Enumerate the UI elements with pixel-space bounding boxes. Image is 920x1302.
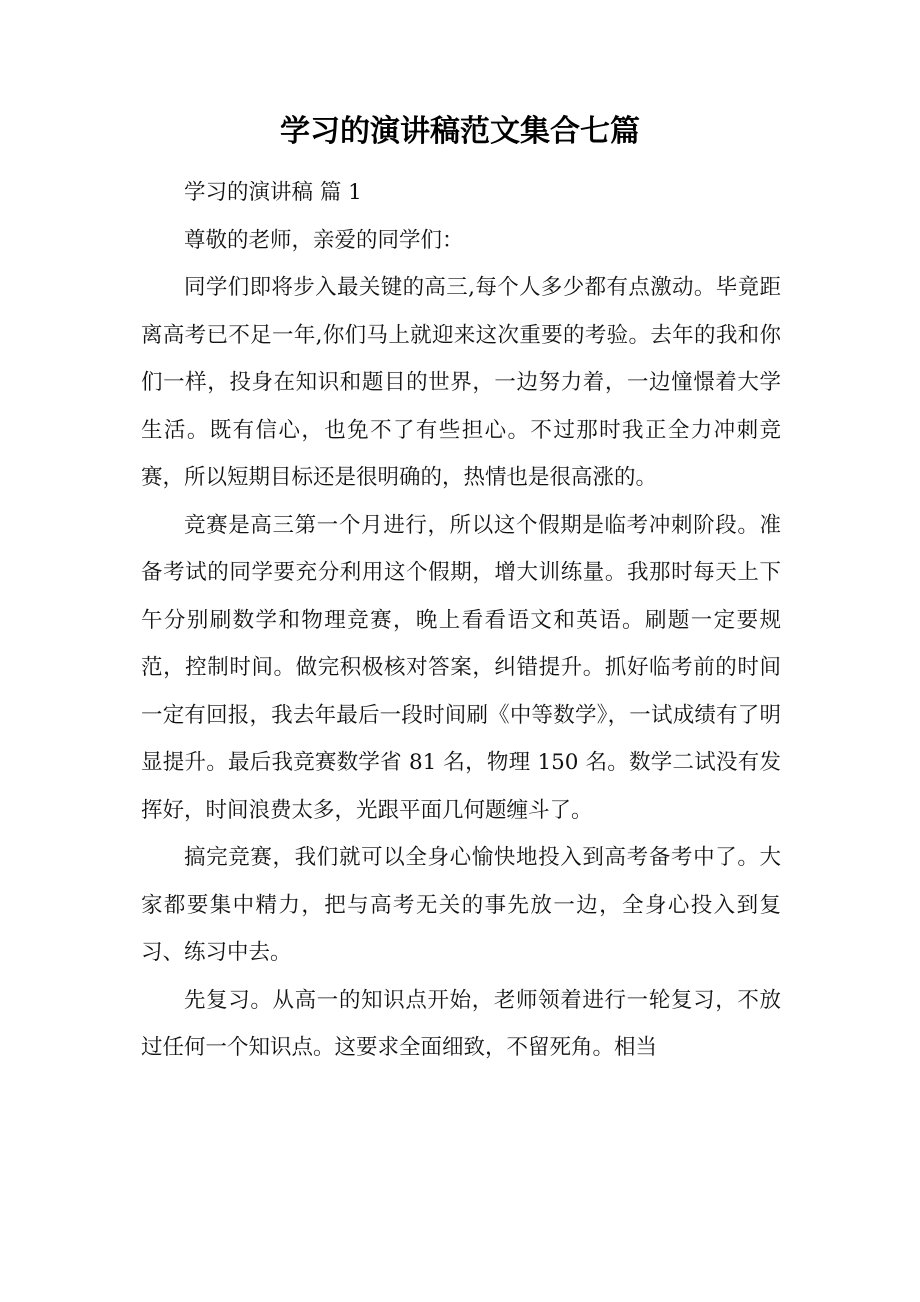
paragraph: 同学们即将步入最关键的高三,每个人多少都有点激动。毕竟距离高考已不足一年,你们马上就迎来这次重要的考验。去年的我和你们一样，投身在知识和题目的世界，一边努力着，一边憧憬着大学生活。既有信心，也免不了有些担心。不过那时我正全力冲刺竞赛，所以短期目标还是很明确的，热情也是很高涨的。 [141,275,781,490]
document-title: 学习的演讲稿范文集合七篇 [280,114,640,149]
section-heading: 学习的演讲稿 篇 1 [184,180,362,205]
paragraph: 先复习。从高一的知识点开始，老师领着进行一轮复习，不放过任何一个知识点。这要求全面细致，不留死角。相当 [141,987,781,1060]
paragraph: 搞完竞赛，我们就可以全身心愉快地投入到高考备考中了。大家都要集中精力，把与高考无关的事先放一边，全身心投入到复习、练习中去。 [141,845,781,965]
paragraph: 竞赛是高三第一个月进行，所以这个假期是临考冲刺阶段。准备考试的同学要充分利用这个假期，增大训练量。我那时每天上下午分别刷数学和物理竞赛，晚上看看语文和英语。刷题一定要规范，控制时间。做完积极核对答案，纠错提升。抓好临考前的时间一定有回报，我去年最后一段时间刷《中等数学》，一试成绩有了明显提升。最后我竞赛数学省 81 名，物理 150 名。数学二试没有发挥好，时间浪费太多，光跟平面几何题缠斗了。 [141,512,781,823]
document-body [141,169,781,1072]
greeting-line: 尊敬的老师，亲爱的同学们： [184,227,464,253]
